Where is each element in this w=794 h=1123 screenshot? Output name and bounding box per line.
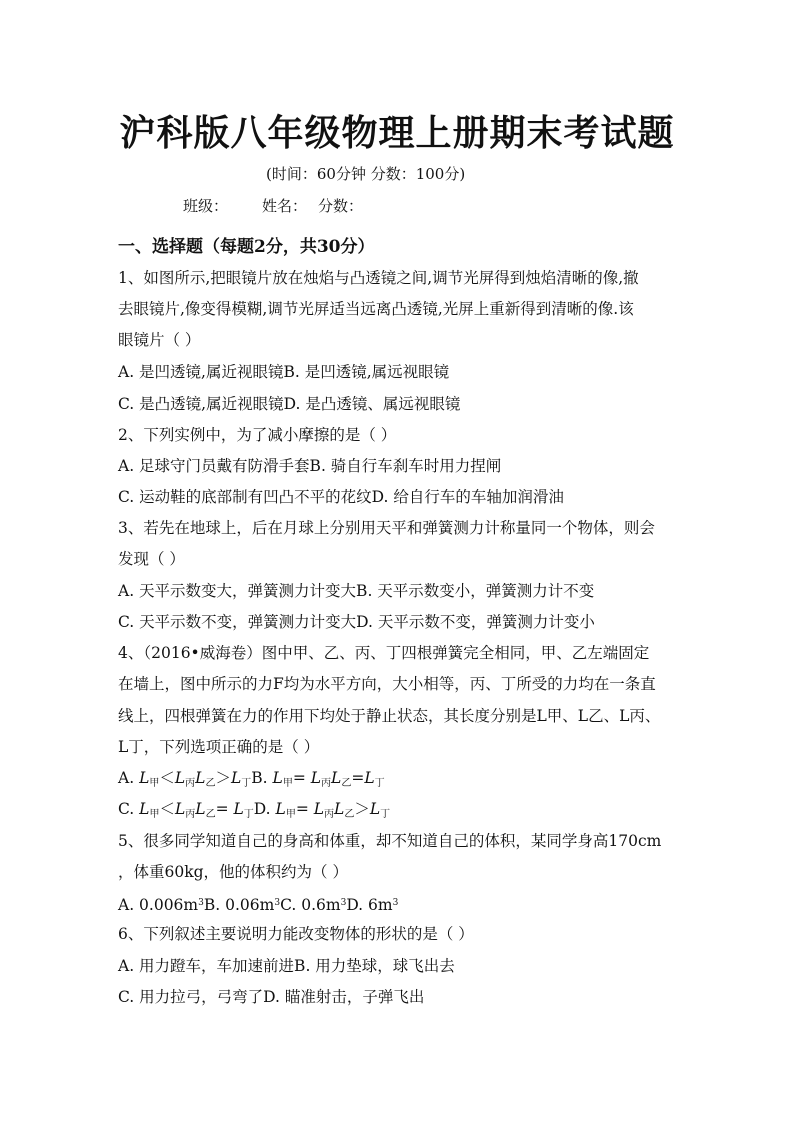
q3-line-1: 3、若先在地球上，后在月球上分别用天平和弹簧测力计称量同一个物体，则会 — [118, 519, 655, 537]
q4-line-2: 在墙上，图中所示的力F均为水平方向，大小相等，丙、丁所受的力均在一条直 — [118, 675, 656, 693]
q1-line-3: 眼镜片（ ） — [118, 331, 201, 349]
q6-options-ab: A. 用力蹬车，车加速前进B. 用力垫球，球飞出去 — [118, 957, 455, 975]
q4-line-4: L丁，下列选项正确的是（ ） — [118, 738, 320, 756]
page-title: 沪科版八年级物理上册期末考试题 — [119, 112, 675, 154]
q6-line-1: 6、下列叙述主要说明力能改变物体的形状的是（ ） — [118, 925, 474, 943]
q1-line-2: 去眼镜片,像变得模糊,调节光屏适当远离凸透镜,光屏上重新得到清晰的像.该 — [118, 300, 634, 318]
section-heading: 一、选择题（每题2分，共30分） — [118, 237, 375, 257]
q1-options-ab: A. 是凹透镜,属近视眼镜B. 是凹透镜,属远视眼镜 — [118, 363, 450, 381]
q5-line-2: ，体重60kg，他的体积约为（ ） — [118, 863, 348, 881]
q4-a-prefix: A. — [118, 769, 140, 787]
q3-options-ab: A. 天平示数变大，弹簧测力计变大B. 天平示数变小，弹簧测力计不变 — [118, 582, 595, 600]
q1-line-1: 1、如图所示,把眼镜片放在烛焰与凸透镜之间,调节光屏得到烛焰清晰的像,撤 — [118, 269, 639, 287]
score-label: 分数： — [318, 197, 364, 215]
q1-options-cd: C. 是凸透镜,属近视眼镜D. 是凸透镜、属远视眼镜 — [118, 395, 461, 413]
q4-c-prefix: C. — [118, 800, 140, 818]
q2-options-ab: A. 足球守门员戴有防滑手套B. 骑自行车刹车时用力捏闸 — [118, 457, 502, 475]
class-label: 班级： — [183, 197, 229, 215]
q4-d-label: D. — [253, 800, 276, 818]
q3-options-cd: C. 天平示数不变，弹簧测力计变大D. 天平示数不变，弹簧测力计变小 — [118, 613, 595, 631]
q5-options: A. $0.006m^3B$. $0.06m^3C$. $0.6m^3D$. $6m^3$ — [118, 896, 399, 914]
q4-line-3: 线上，四根弹簧在力的作用下均处于静止状态，其长度分别是L甲、L乙、L丙、 — [118, 707, 661, 725]
name-label: 姓名： — [262, 197, 308, 215]
q4-line-1: 4、（2016•威海卷）图中甲、乙、丙、丁四根弹簧完全相同，甲、乙左端固定 — [118, 644, 650, 662]
q4-options-ab: A. $L_甲<L_丙L_乙>L_丁B$. $L_甲= L_丙L_乙=L_丁$ — [118, 769, 385, 789]
q5-line-1: 5、很多同学知道自己的身高和体重，却不知道自己的体积，某同学身高170cm — [118, 832, 662, 850]
q6-options-cd: C. 用力拉弓，弓弯了D. 瞄准射击，子弹飞出 — [118, 988, 425, 1006]
q4-b-label: B. — [251, 769, 273, 787]
q3-line-2: 发现（ ） — [118, 550, 185, 568]
time-score-info: (时间：60分钟 分数：100分) — [266, 165, 466, 183]
q2-line-1: 2、下列实例中，为了减小摩擦的是（ ） — [118, 426, 397, 444]
q4-options-cd: C. $L_甲<L_丙L_乙= L_丁D$. $L_甲= L_丙L_乙>L_丁$ — [118, 800, 391, 820]
q2-options-cd: C. 运动鞋的底部制有凹凸不平的花纹D. 给自行车的车轴加润滑油 — [118, 488, 564, 506]
